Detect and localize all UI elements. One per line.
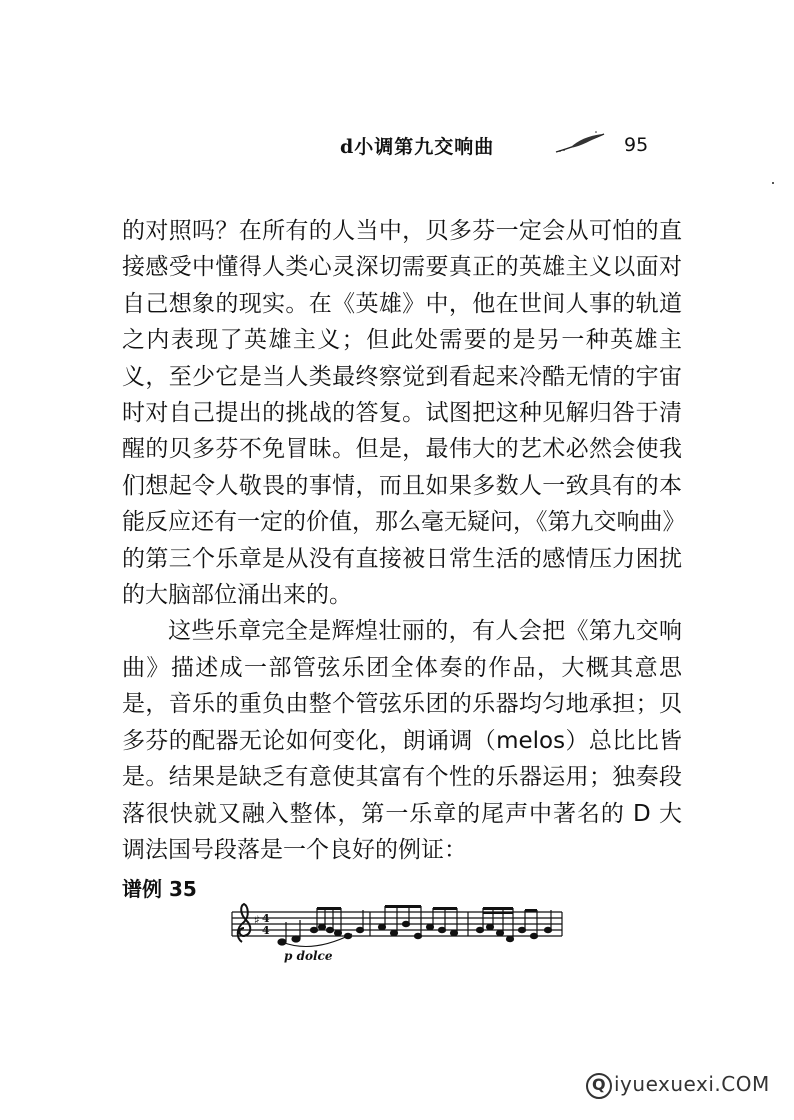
text-line: 多芬的配器无论如何变化，朗诵调（melos）总比比皆 <box>122 727 682 754</box>
text-line: 能反应还有一定的价值，那么毫无疑问，《第九交响曲》 <box>122 509 686 536</box>
feather-ornament-icon <box>552 130 608 158</box>
music-example-label: 谱例 35 <box>122 877 197 901</box>
text-line: 曲》描述成一部管弦乐团全体奏的作品，大概其意思 <box>122 654 682 681</box>
text-line: 调法国号段落是一个良好的例证： <box>122 836 467 863</box>
text-line: 时对自己提出的挑战的答复。试图把这种见解归咎于清 <box>122 400 682 427</box>
page-number: 95 <box>624 134 649 156</box>
svg-text:4: 4 <box>262 924 270 937</box>
text-line: 落很快就又融入整体，第一乐章的尾声中著名的 D 大 <box>122 800 682 827</box>
dynamic-marking: p dolce <box>284 949 333 963</box>
text-line: 醒的贝多芬不免冒昧。但是，最伟大的艺术必然会使我 <box>122 436 682 463</box>
body-text <box>122 213 686 868</box>
text-line: 自己想象的现实。在《英雄》中，他在世间人事的轨道 <box>122 290 682 317</box>
text-line: 接感受中懂得人类心灵深切需要真正的英雄主义以面对 <box>122 254 682 281</box>
text-line: 是。结果是缺乏有意使其富有个性的乐器运用；独奏段 <box>122 764 682 791</box>
text-line: 是，音乐的重负由整个管弦乐团的乐器均匀地承担；贝 <box>122 691 682 718</box>
svg-text:4: 4 <box>262 912 270 925</box>
text-line: 这些乐章完全是辉煌壮丽的，有人会把《第九交响 <box>168 618 682 645</box>
music-score-excerpt-icon <box>222 898 570 964</box>
watermark-badge: Q <box>586 1073 612 1099</box>
running-title: d小调第九交响曲 <box>340 136 495 158</box>
text-line: 的大脑部位涌出来的。 <box>122 582 352 609</box>
text-line: 之内表现了英雄主义；但此处需要的是另一种英雄主 <box>122 327 682 354</box>
watermark-text: iyuexuexi.COM <box>614 1072 770 1096</box>
running-header <box>340 130 670 164</box>
scan-edge-mark <box>772 182 774 184</box>
text-line: 的第三个乐章是从没有直接被日常生活的感情压力困扰 <box>122 545 682 572</box>
paragraph-1 <box>122 213 686 613</box>
svg-text:♯: ♯ <box>254 913 260 927</box>
paragraph-2 <box>122 613 682 868</box>
text-line: 义，至少它是当人类最终察觉到看起来冷酷无情的宇宙 <box>122 363 682 390</box>
site-watermark <box>586 1072 770 1099</box>
text-line: 们想起令人敬畏的事情，而且如果多数人一致具有的本 <box>122 472 682 499</box>
text-line: 的对照吗？在所有的人当中，贝多芬一定会从可怕的直 <box>122 218 682 244</box>
